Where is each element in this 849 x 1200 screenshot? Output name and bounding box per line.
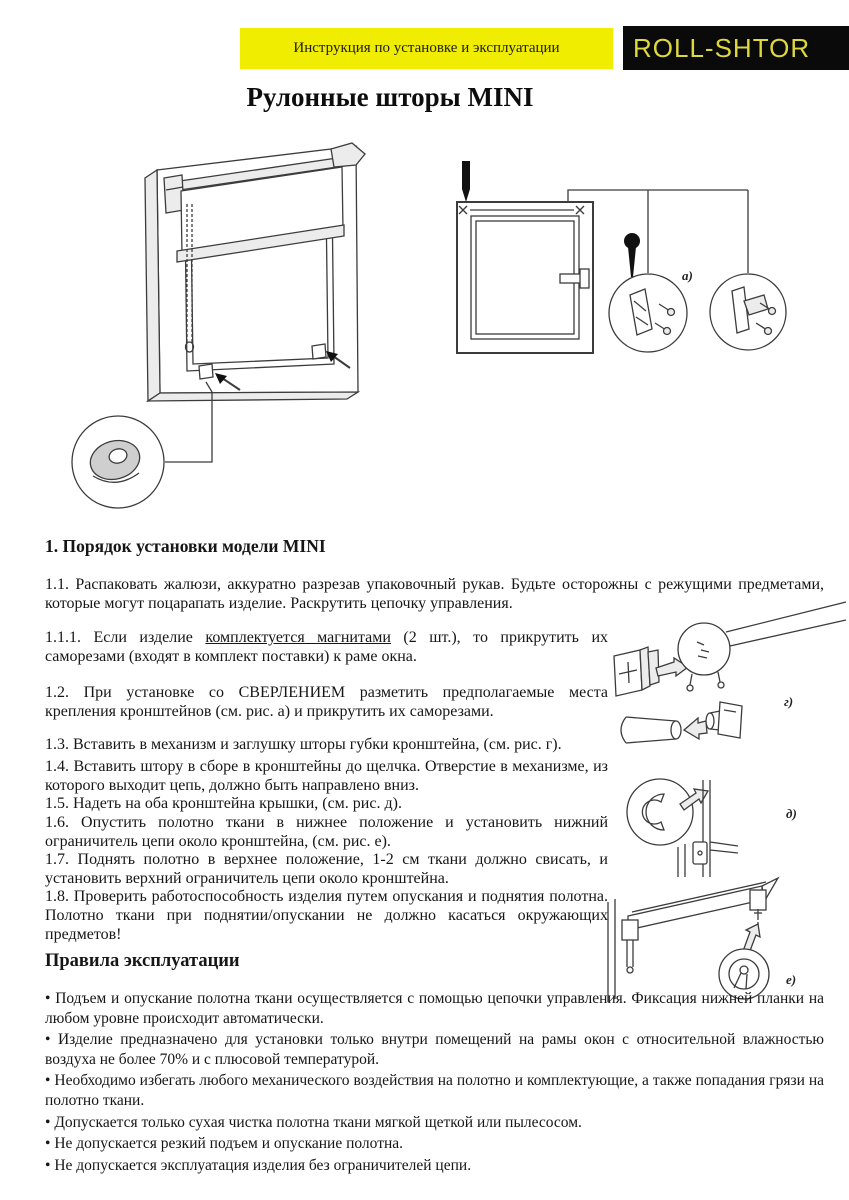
page-title: Рулонные шторы MINI — [246, 82, 534, 112]
instructions-section — [45, 536, 824, 1177]
header-instruction-banner — [240, 28, 613, 69]
rules-section-heading: Правила эксплуатации — [45, 951, 240, 972]
install-section-heading: 1. Порядок установки модели MINI — [45, 536, 326, 556]
x-mark-left — [459, 206, 467, 214]
rule-text-6: Не допускается эксплуатация изделия без ограничителей цепи. — [54, 1156, 472, 1174]
bullet-marker: • — [45, 1156, 51, 1174]
rule-text-2: Изделие предназначено для установки только внутри помещений на рамы окон с относительной влажностью воздуха не более 70% и с плюсовой температурой. — [45, 1031, 825, 1068]
figure-label-e: е) — [786, 972, 797, 987]
step-1-1: 1.1. Распаковать жалюзи, аккуратно разрезав упаковочный рукав. Будьте осторожны с режущими предметами, которые могут поцарапать изделие. Раскрутить цепочку управления. — [45, 576, 824, 612]
step-1-3: 1.3. Вставить в механизм и заглушку шторы губки кронштейна, (см. рис. г). — [45, 735, 562, 753]
rule-item-4 — [45, 1113, 824, 1133]
step-1-6: 1.6. Опустить полотно ткани в нижнее положение и установить нижний ограничитель цепи около кронштейна, (см. рис. е). — [45, 813, 608, 850]
figure-marking-and-brackets — [440, 145, 840, 380]
figure-label-d: д) — [786, 806, 797, 821]
step-1-1-1-pre: 1.1.1. Если изделие — [45, 629, 206, 647]
step-1-5: 1.5. Надеть на оба кронштейна крышки, (см. рис. д). — [45, 795, 402, 813]
rule-text-3: Необходимо избегать любого механического воздействия на полотно и комплектующие, а также попадания грязи на полотно ткани. — [45, 1072, 824, 1110]
x-mark-right — [576, 206, 584, 214]
magnet-square-right — [312, 344, 326, 359]
bullet-marker: • — [45, 990, 51, 1008]
rule-text-5: Не допускается резкий подъем и опускание полотна. — [54, 1135, 404, 1153]
marking-drawing — [440, 145, 840, 380]
bullet-marker: • — [45, 1135, 51, 1153]
step-1-7: 1.7. Поднять полотно в верхнее положение, 1-2 см ткани должно свисать, и установить верхний ограничитель цепи около кронштейна. — [45, 851, 608, 887]
rule-item-5 — [45, 1134, 824, 1154]
header-instruction-label: Инструкция по установке и эксплуатации — [293, 40, 560, 56]
pencil-icon — [462, 161, 470, 202]
step-1-4: 1.4. Вставить штору в сборе в кронштейны до щелчка. Отверстие в механизме, из которого выходит цепь, должно быть направлено вниз. — [45, 758, 608, 794]
magnet-square-left — [199, 364, 213, 379]
bullet-marker: • — [45, 1113, 51, 1131]
screwdriver-icon — [624, 233, 640, 277]
rule-item-3 — [45, 1071, 824, 1110]
step-1-1-1-underlined: комплектуется магнитами — [205, 629, 391, 647]
step-1-1-1 — [45, 629, 608, 666]
rule-text-1: Подъем и опускание полотна ткани осуществляется с помощью цепочки управления. Фиксация нижней планки на любом уровне происходит автоматически. — [45, 990, 824, 1027]
figure-label-a: а) — [682, 268, 693, 283]
rule-item-6 — [45, 1156, 824, 1176]
brand-logo-text: ROLL-SHTOR — [633, 32, 811, 63]
step-1-2: 1.2. При установке со СВЕРЛЕНИЕМ разметить предполагаемые места крепления кронштейнов (см. рис. а) и прикрутить их саморезами. — [45, 684, 608, 720]
bullet-marker: • — [45, 1072, 51, 1090]
blind-on-window-drawing — [60, 140, 420, 520]
bullet-marker: • — [45, 1031, 51, 1049]
figure-blind-on-window — [60, 140, 420, 520]
rule-item-1 — [45, 989, 824, 1028]
rule-text-4: Допускается только сухая чистка полотна ткани мягкой щеткой или пылесосом. — [54, 1113, 582, 1131]
header-brand-banner — [623, 26, 849, 70]
step-1-8: 1.8. Проверить работоспособность изделия путем опускания и поднятия полотна. Полотно ткани при поднятии/опускании не должно касаться окружающих предметов! — [45, 888, 608, 943]
rule-item-2 — [45, 1030, 824, 1069]
step-1-1-1-post: (2 шт.), то прикрутить их саморезами (входят в комплект поставки) к раме окна. — [45, 629, 608, 665]
figure-label-g: г) — [784, 694, 794, 709]
